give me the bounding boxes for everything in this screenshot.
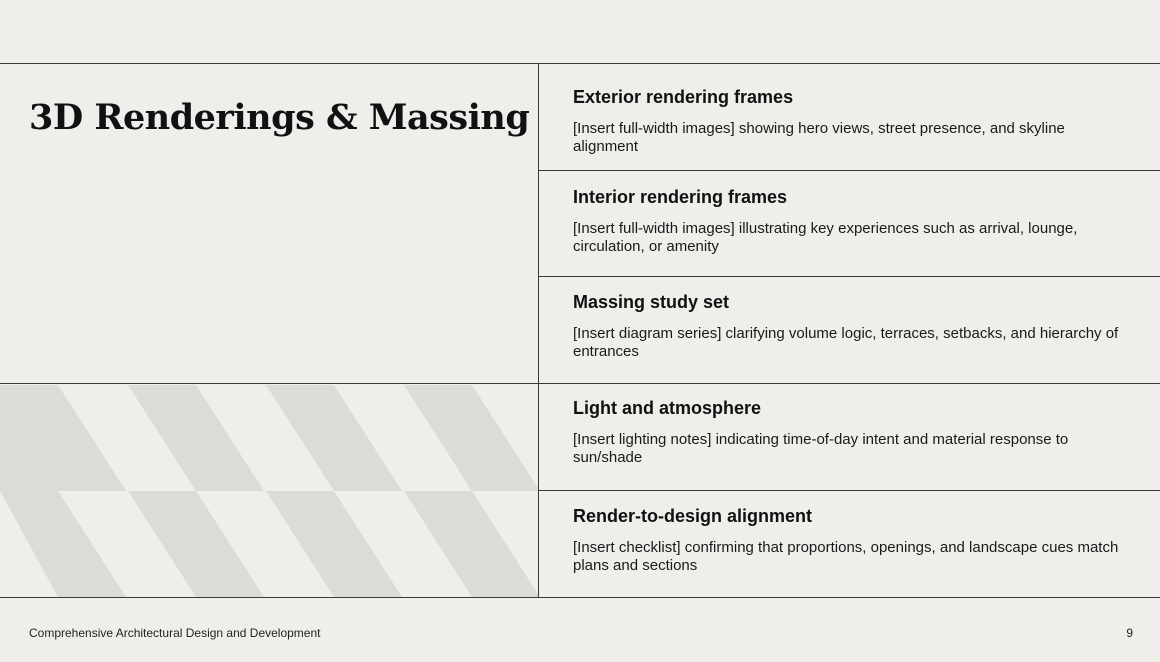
page-title: 3D Renderings & Massing — [29, 97, 530, 138]
top-rule — [0, 63, 1160, 64]
list-item-interior — [573, 186, 1133, 256]
item-divider-1 — [539, 170, 1160, 171]
item-divider-4 — [539, 490, 1160, 491]
item-body: [Insert full-width images] showing hero views, street presence, and skyline alignment — [573, 120, 1065, 155]
item-body: [Insert diagram series] clarifying volume logic, terraces, setbacks, and hierarchy of entrances — [573, 325, 1119, 360]
item-divider-2 — [539, 276, 1160, 277]
item-body: [Insert checklist] confirming that proportions, openings, and landscape cues match plans and sections — [573, 539, 1119, 574]
page-number: 9 — [1126, 626, 1133, 640]
item-heading: Massing study set — [573, 292, 730, 312]
item-heading: Interior rendering frames — [573, 187, 788, 207]
item-heading: Light and atmosphere — [573, 398, 762, 418]
mid-rule — [0, 383, 1160, 384]
list-item-alignment — [573, 505, 1133, 575]
bottom-rule — [0, 597, 1160, 598]
diagonal-stripe-pattern — [0, 385, 538, 597]
list-item-exterior — [573, 86, 1133, 156]
item-heading: Exterior rendering frames — [573, 87, 794, 107]
footer-text: Comprehensive Architectural Design and Development — [29, 626, 321, 640]
column-divider — [538, 63, 539, 598]
list-item-light — [573, 397, 1133, 467]
list-item-massing — [573, 291, 1133, 361]
item-body: [Insert lighting notes] indicating time-of-day intent and material response to sun/shade — [573, 431, 1069, 466]
item-body: [Insert full-width images] illustrating key experiences such as arrival, lounge, circulation, or amenity — [573, 220, 1078, 255]
item-heading: Render-to-design alignment — [573, 506, 813, 526]
